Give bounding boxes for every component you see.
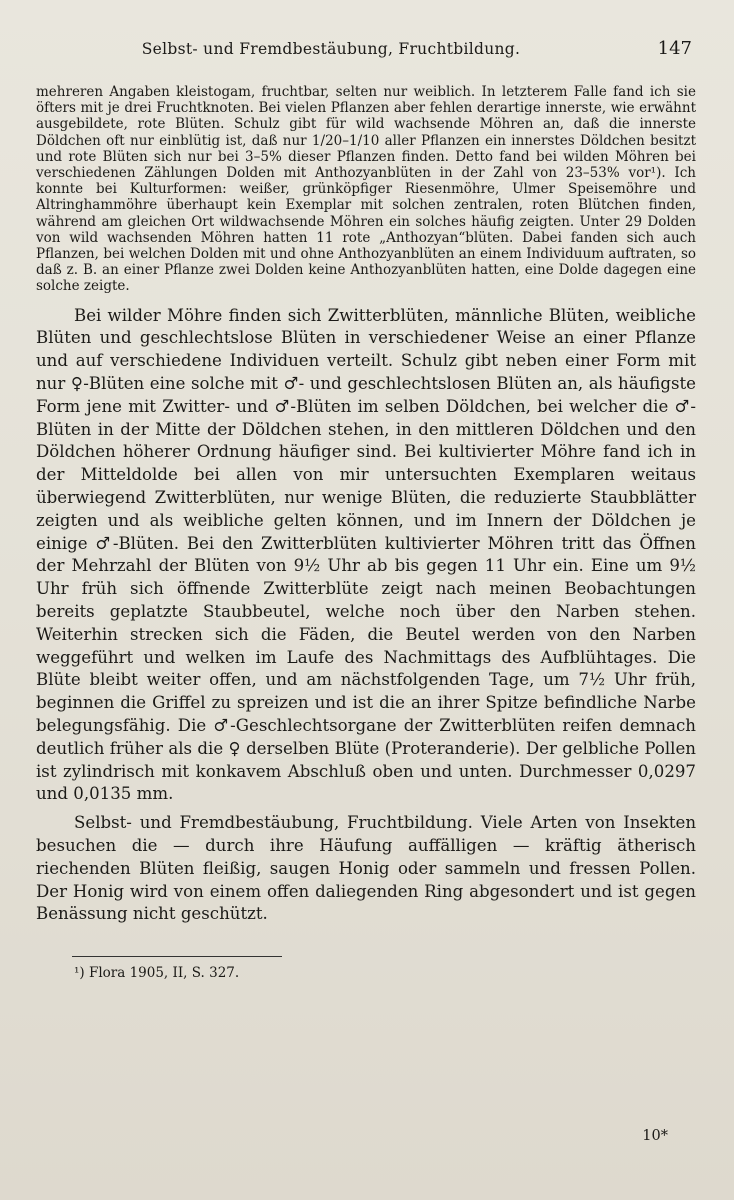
footnote: ¹) Flora 1905, II, S. 327.: [74, 965, 240, 982]
main-text: [36, 305, 696, 927]
footnote-rule: [72, 956, 282, 957]
page-header: [36, 40, 696, 70]
signature-mark: 10*: [642, 1128, 668, 1144]
paragraph-pollination: Selbst- und Fremdbestäubung, Fruchtbildung. Viele Arten von Insekten besuchen die — durch ihre Häufung auffälligen — kräftig ätherisch riechenden Blüten fleißig, saugen Honig oder sammeln und fressen Pollen. Der Honig wird von einem offen daliegenden Ring abgesondert und ist gegen Benässung nicht geschützt.: [36, 813, 696, 924]
small-print-block: [36, 84, 696, 295]
page-number: 147: [657, 38, 692, 59]
paragraph-flower-distribution: Bei wilder Möhre finden sich Zwitterblüten, männliche Blüten, weibliche Blüten und geschlechtslose Blüten in verschiedener Weise an einer Pflanze und auf verschiedene Individuen verteilt. Schulz gibt neben einer Form mit nur ♀-Blüten eine solche mit ♂- und geschlechtslosen Blüten an, als häufigste Form jene mit Zwitter- und ♂-Blüten im selben Döldchen, bei welcher die ♂-Blüten in der Mitte der Döldchen stehen, in den mittleren Döldchen und den Döldchen höherer Ordnung häufiger sind. Bei kultivierter Möhre fand ich in der Mitteldolde bei allen von mir untersuchten Exemplaren weitaus überwiegend Zwitterblüten, nur wenige Blüten, die reduzierte Staubblätter zeigten und als weibliche gelten können, und im Innern der Döldchen je einige ♂-Blüten. Bei den Zwitterblüten kultivierter Möhren tritt das Öffnen der Mehrzahl der Blüten von 9½ Uhr ab bis gegen 11 Uhr ein. Eine um 9½ Uhr früh sich öffnende Zwitterblüte zeigt nach meinen Beobachtungen bereits geplatzte Staubbeutel, welche noch über den Narben stehen. Weiterhin strecken sich die Fäden, die Beutel werden von den Narben weggeführt und welken im Laufe des Nachmittags des Aufblühtages. Die Blüte bleibt weiter offen, und am nächstfolgenden Tage, um 7½ Uhr früh, beginnen die Griffel zu spreizen und ist die an ihrer Spitze befindliche Narbe belegungsfähig. Die ♂-Geschlechtsorgane der Zwitterblüten reifen demnach deutlich früher als die ♀ derselben Blüte (Proteranderie). Der gelbliche Pollen ist zylindrisch mit konkavem Abschluß oben und unten. Durchmesser 0,0297 und 0,0135 mm.: [36, 305, 696, 804]
small-paragraph: mehreren Angaben kleistogam, fruchtbar, selten nur weiblich. In letzterem Falle fand ich sie öfters mit je drei Fruchtknoten. Bei vielen Pflanzen aber fehlen derartige innerste, wie erwähnt ausgebildete, rote Blüten. Schulz gibt für wild wachsende Möhren an, daß die innerste Döldchen oft nur einblütig ist, daß nur 1/20–1/10 aller Pflanzen ein innerstes Döldchen besitzt und rote Blüten sich nur bei 3–5% dieser Pflanzen finden. Detto fand bei wilden Möhren bei verschiedenen Zählungen Dolden mit Anthozyanblüten in der Zahl von 23–53% vor¹). Ich konnte bei Kulturformen: weißer, grünköpfiger Riesenmöhre, Ulmer Speisemöhre und Altringhammöhre überhaupt kein Exemplar mit solchen zentralen, roten Blütchen finden, während am gleichen Ort wildwachsende Möhren ein solches häufig zeigten. Unter 29 Dolden von wild wachsenden Möhren hatten 11 rote „Anthozyan“blüten. Dabei fanden sich auch Pflanzen, bei welchen Dolden mit und ohne Anthozyanblüten an einem Individuum auftraten, so daß z. B. an einer Pflanze zwei Dolden keine Anthozyanblüten hatten, eine Dolde dagegen eine solche zeigte.: [36, 84, 696, 295]
running-title: Selbst- und Fremdbestäubung, Fruchtbildung.: [141, 40, 521, 58]
